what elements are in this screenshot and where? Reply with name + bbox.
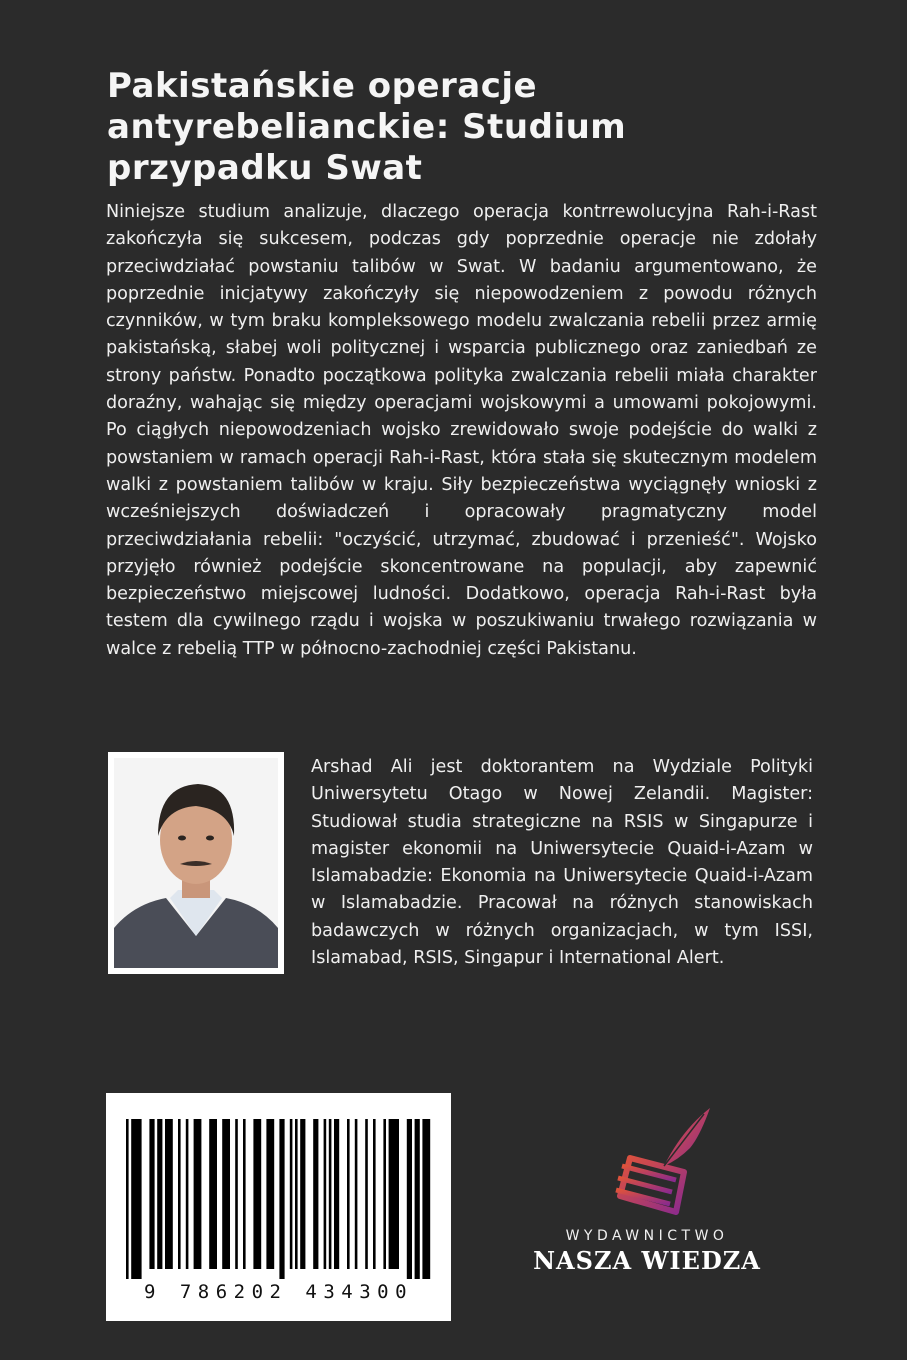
- barcode-bar: [178, 1119, 181, 1269]
- isbn-barcode: [106, 1093, 451, 1321]
- barcode-bar: [186, 1119, 189, 1269]
- barcode-bar: [149, 1119, 154, 1269]
- barcode-bar: [243, 1119, 246, 1269]
- barcode-bar: [279, 1119, 284, 1279]
- barcode-digits: 9 786202 434300: [143, 1281, 414, 1303]
- publisher-line1: WYDAWNICTWO: [565, 1228, 729, 1244]
- barcode-bar: [131, 1119, 141, 1279]
- barcode-bar: [295, 1119, 298, 1269]
- book-title: Pakistańskie operacje antyrebelianckie: Studium przypadku Swat: [107, 66, 627, 188]
- barcode-bar: [126, 1119, 129, 1279]
- barcode-bar: [347, 1119, 350, 1269]
- barcode-bars: [106, 1093, 451, 1283]
- barcode-bar: [383, 1119, 386, 1269]
- book-description: Niniejsze studium analizuje, dlaczego operacja kontrrewolucyjna Rah-i-Rast zakończyła się sukcesem, podczas gdy poprzednie operacje nie zdołały przeciwdziałać powstaniu talibów w Swat. W badaniu argumentowano, że poprzednie inicjatywy zakończyły się niepowodzeniem z powodu różnych czynników, w tym braku kompleksowego modelu zwalczania rebelii przez armię pakistańską, słabej woli politycznej i wsparcia publicznego oraz zaniedbań ze strony państw. Ponadto początkowa polityka zwalczania rebelii miała charakter doraźny, wahając się między operacjami wojskowymi a umowami pokojowymi. Po ciągłych niepowodzeniach wojsko zrewidowało swoje podejście do walki z powstaniem w ramach operacji Rah-i-Rast, która stała się skutecznym modelem walki z powstaniem talibów w kraju. Siły bezpieczeństwa wyciągnęły wnioski z wcześniejszych doświadczeń i opracowały pragmatyczny model przeciwdziałania rebelii: "oczyścić, utrzymać, zbudować i przenieść". Wojsko przyjęło również podejście skoncentrowane na populacji, aby zapewnić bezpieczeństwo miejscowej ludności. Dodatkowo, operacja Rah-i-Rast była testem dla cywilnego rządu i wojska w poszukiwaniu trwałego rozwiązania w walce z rebelią TTP w północno-zachodniej części Pakistanu.: [106, 202, 817, 659]
- publisher-line2: NASZA WIEDZA: [533, 1246, 761, 1275]
- book-quill-icon: [572, 1100, 722, 1220]
- barcode-bar: [235, 1119, 238, 1269]
- barcode-bar: [389, 1119, 399, 1269]
- barcode-bar: [165, 1119, 173, 1269]
- barcode-bar: [266, 1119, 274, 1269]
- author-bio: Arshad Ali jest doktorantem na Wydziale Polityki Uniwersytetu Otago w Nowej Zelandii. Magister: Studiował studia strategiczne na RSIS w Singapurze i magister ekonomii na Uniwersytecie Quaid-i-Azam w Islamabadzie: Ekonomia na Uniwersytecie Quaid-i-Azam w Islamabadzie. Pracował na różnych stanowiskach badawczych w różnych organizacjach, w tym ISSI, Islamabad, RSIS, Singapur i International Alert.: [311, 757, 813, 969]
- barcode-bar: [290, 1119, 293, 1269]
- barcode-bar: [300, 1119, 305, 1269]
- publisher-logo: [522, 1100, 772, 1300]
- barcode-bar: [365, 1119, 368, 1269]
- barcode-bar: [329, 1119, 332, 1269]
- barcode-bar: [415, 1119, 420, 1279]
- barcode-bar: [222, 1119, 230, 1269]
- author-photo: [108, 752, 284, 974]
- barcode-bar: [324, 1119, 327, 1269]
- barcode-bar: [194, 1119, 202, 1269]
- barcode-bar: [209, 1119, 217, 1269]
- barcode-bar: [253, 1119, 261, 1269]
- barcode-bar: [373, 1119, 376, 1269]
- barcode-bar: [334, 1119, 339, 1269]
- barcode-bar: [407, 1119, 412, 1279]
- barcode-bar: [422, 1119, 430, 1279]
- barcode-bar: [313, 1119, 318, 1269]
- barcode-bar: [355, 1119, 358, 1269]
- barcode-bar: [157, 1119, 162, 1269]
